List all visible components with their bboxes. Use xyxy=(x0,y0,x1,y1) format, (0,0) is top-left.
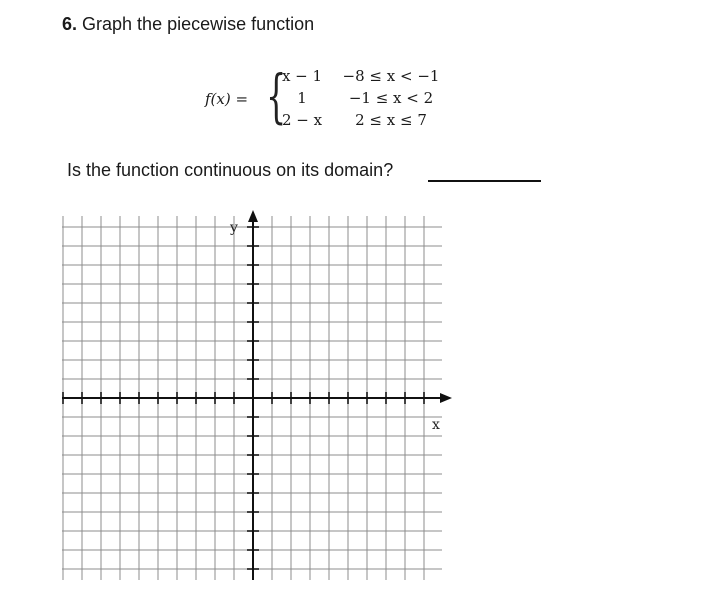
problem-text: Graph the piecewise function xyxy=(82,14,315,34)
case-cond: −8 ≤ x < −1 xyxy=(342,67,440,85)
y-axis-label: y xyxy=(230,220,238,236)
case-expr: 2 − x xyxy=(281,111,323,129)
problem-number: 6. xyxy=(62,14,78,34)
x-axis-label: x xyxy=(432,417,440,433)
function-lhs: f(x) = xyxy=(205,90,249,108)
x-axis-arrow-icon xyxy=(440,393,452,403)
case-expr: x − 1 xyxy=(281,67,323,85)
y-axis-arrow-icon xyxy=(248,210,258,222)
piecewise-brace: { xyxy=(266,62,287,130)
case-cond: −1 ≤ x < 2 xyxy=(348,89,434,107)
case-expr: 1 xyxy=(297,89,307,107)
continuity-question: Is the function continuous on its domain? xyxy=(67,160,394,180)
case-cond: 2 ≤ x ≤ 7 xyxy=(355,111,427,129)
